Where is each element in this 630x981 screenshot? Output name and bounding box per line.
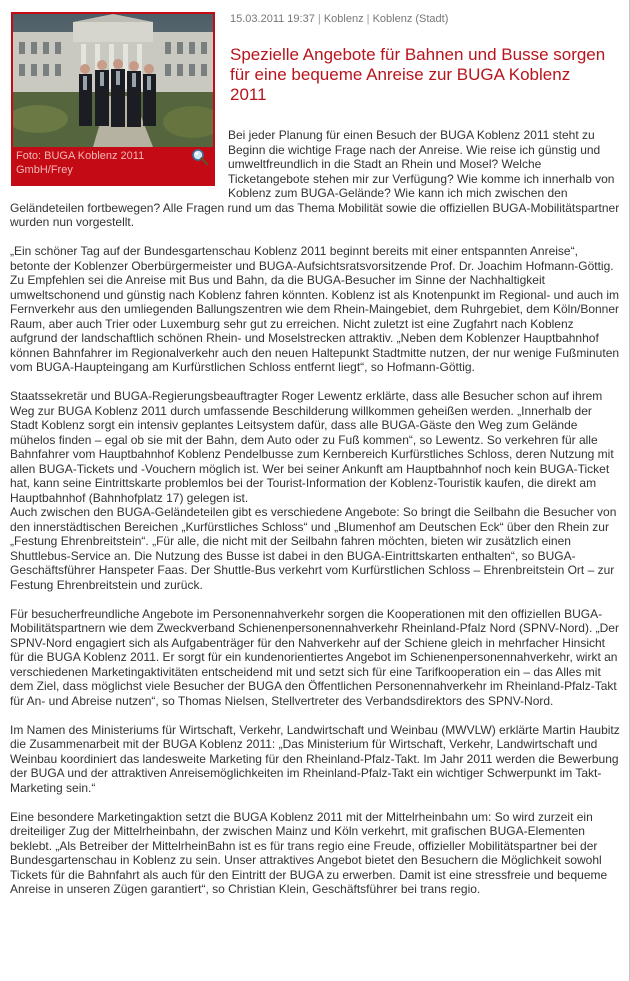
article-paragraph: Eine besondere Marketingaktion setzt die BUGA Koblenz 2011 mit der Mittelrheinbahn um: So wird zurzeit ein dreiteiliger Zug der Mittelrheinbahn, der zwischen Mainz und Köln verkehrt, mit grafischen BUGA-Elementen beklebt. „Als Betreiber der MittelrheinBahn ist es für trans regio eine Freude, offizieller Mobilitätspartner bei der Bundesgartenschau in Koblenz zu sein. Unser attraktives Angebot bietet den Besuchern die Möglichkeit sowohl Tickets für die Bahnfahrt als auch für den Eintritt der BUGA zu erwerben. Damit ist eine stressfreie und bequeme Anreise in unseren Zügen garantiert“, so Christian Klein, Geschäftsführer bei trans regio. <box>10 809 608 896</box>
meta-separator: | <box>366 13 370 25</box>
article-meta <box>230 13 448 25</box>
category-link-koblenz[interactable]: Koblenz <box>323 13 364 25</box>
category-link-koblenz-stadt[interactable]: Koblenz (Stadt) <box>372 13 449 25</box>
article-paragraph: Auch zwischen den BUGA-Geländeteilen gibt es verschiedene Angebote: So bringt die Seilbahn die Besucher von den innerstädtischen Bereichen „Kurfürstliches Schloss“ und „Blumenhof am Deutschen Eck“ über den Rhein zur „Festung Ehrenbreitstein“. „Für alle, die nicht mit der Seilbahn fahren möchten, bieten wir zusätzlich einen Shuttlebus-Service an. Die Nutzung des Busse ist dabei in den BUGA-Eintrittskarten enthalten“, so BUGA-Geschäftsführer Hanspeter Faas. Der Shuttle-Bus verkehrt vom Kurfürstlichen Schloss – Ehrenbreitstein Ort – zur Festung Ehrenbreitstein und zurück. <box>10 505 617 592</box>
article-body <box>10 128 620 911</box>
article-paragraph: Staatssekretär und BUGA-Regierungsbeauftragter Roger Lewentz erklärte, dass alle Besucher schon auf ihrem Weg zur BUGA Koblenz 2011 durch umfassende Beschilderung willkommen geheißen werden. „Innerhalb der Stadt Koblenz sorgt ein intensiv geplantes Leitsystem dafür, dass alle BUGA-Gäste den Weg zum Gelände mühelos finden – egal ob sie mit der Bahn, dem Auto oder zu Fuß kommen“, so Lewentz. So verkehren für alle Bahnfahrer vom Hauptbahnhof Koblenz Pendelbusse zum Kernbereich Kurfürstliches Schloss, deren Nutzung mit allen BUGA-Tickets und -Vouchern möglich ist. Wer bei seiner Ankunft am Hauptbahnhof noch kein BUGA-Ticket hat, kann seine Eintrittskarte problemlos bei der Tourist-Information der Koblenz-Touristik kaufen, die direkt am Hauptbahnhof (Bahnhofplatz 17) gelegen ist. <box>10 389 614 505</box>
article-datetime: 15.03.2011 19:37 <box>230 13 315 25</box>
article-paragraph: Bei jeder Planung für einen Besuch der BUGA Koblenz 2011 steht zu Beginn die wichtige Frage nach der Anreise. Wie reise ich günstig und umweltfreundlich in die Stadt an Rhein und Mosel? Welche Ticketangebote stehen mir zur Verfügung? Wie komme ich innerhalb von Koblenz zum BUGA-Gelände? Wie kann ich mich zwischen den Geländeteilen fortbewegen? Alle Fragen rund um das Thema Mobilität sowie die offiziellen BUGA-Mobilitätspartner wurden nun vorgestellt. <box>10 128 620 229</box>
article-paragraph: Für besucherfreundliche Angebote im Personennahverkehr sorgen die Kooperationen mit den offiziellen BUGA-Mobilitätspartnern wie dem Zweckverband Schienenpersonennahverkehr Rheinland-Pfalz Nord (SPNV-Nord). „Der SPNV-Nord engagiert sich als Aufgabenträger für den Nahverkehr auf der Schiene gleich in mehrfacher Hinsicht für die BUGA Koblenz 2011. Er sorgt für ein kundenorientiertes Angebot im Schienenpersonennahverkehr, wirkt an verschiedenen Marketingaktivitäten entscheidend mit und setzt sich für eine Tarifkooperation ein – das Alles mit dem Ziel, dass möglichst viele Besucher der BUGA den Öffentlichen Personennahverkehr im Rheinland-Pfalz-Takt für An- und Abreise nutzen“, so Thomas Nielsen, Stellvertreter des Verbandsdirektors des SPNV-Nord. <box>10 606 619 708</box>
article-paragraph: „Ein schöner Tag auf der Bundesgartenschau Koblenz 2011 beginnt bereits mit einer entspannten Anreise“, betonte der Koblenzer Oberbürgermeister und BUGA-Aufsichtsratsvorsitzende Prof. Dr. Joachim Hofmann-Göttig. Zu Empfehlen sei die Anreise mit Bus und Bahn, da die BUGA-Besucher im Sinne der Nachhaltigkeit umweltschonend und günstig nach Koblenz fahren könnten. Koblenz ist als Knotenpunkt im Regional- und auch im Fernverkehr aus den umliegenden Ballungszentren wie dem Rhein-Maingebiet, dem Ruhrgebiet, dem Köln/Bonner Raum, aber auch Trier oder Luxemburg sehr gut zu erreichen. Nicht zuletzt ist eine Zugfahrt nach Koblenz aufgrund der landschaftlich schönen Rhein- und Moselstrecken attraktiv. „Neben dem Koblenzer Hauptbahnhof können Bahnfahrer im Regionalverkehr auch den neuen Haltepunkt Stadtmitte nutzen, der nur wenige Fußminuten vom BUGA-Haupteingang am Kurfürstlichen Schloss entfernt liegt“, so Hofmann-Göttig. <box>10 244 620 374</box>
article-paragraph: Im Namen des Ministeriums für Wirtschaft, Verkehr, Landwirtschaft und Weinbau (MWVLW) erklärte Martin Haubitz die Zusammenarbeit mit der BUGA Koblenz 2011: „Das Ministerium für Wirtschaft, Verkehr, Landwirtschaft und Weinbau koordiniert das landesweite Marketing für den Rheinland-Pfalz-Takt. Im Jahr 2011 werden die Bewerbung der BUGA und der attraktiven Anreisemöglichkeiten im Rheinland-Pfalz-Takt ein wichtiger Schwerpunkt im Takt-Marketing sein.“ <box>10 722 620 795</box>
meta-separator: | <box>317 13 321 25</box>
article-title: Spezielle Angebote für Bahnen und Busse sorgen für eine bequeme Anreise zur BUGA Koblenz 2011 <box>230 45 606 104</box>
photo-caption: Foto: BUGA Koblenz 2011 GmbH/Frey <box>16 150 145 176</box>
